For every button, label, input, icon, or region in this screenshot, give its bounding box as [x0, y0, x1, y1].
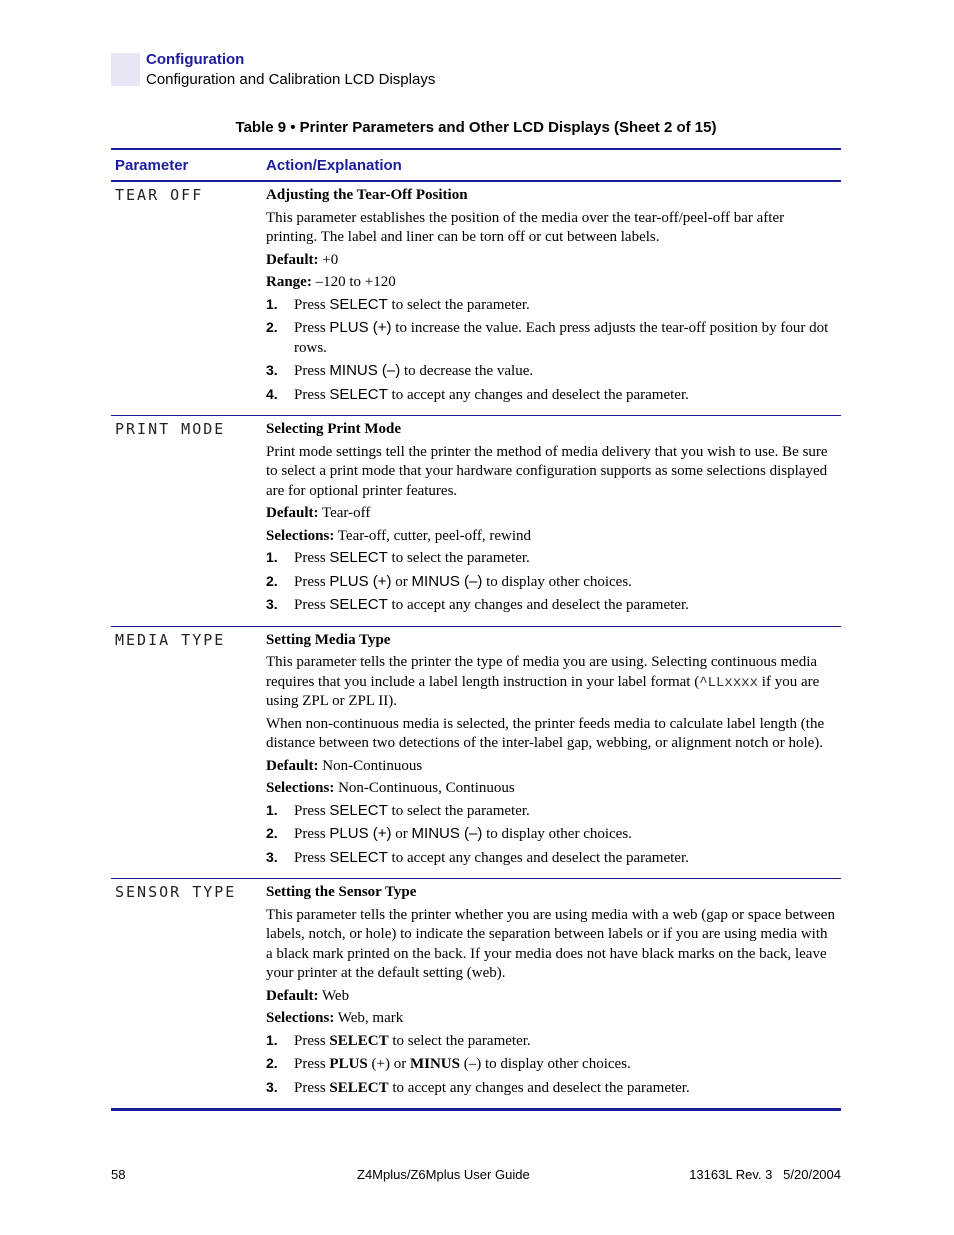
step-number: 2. — [266, 1055, 278, 1071]
key-minus: MINUS (–) — [329, 362, 401, 379]
default-value: Tear-off — [318, 505, 371, 521]
default-line — [266, 251, 837, 271]
step-text: to select the parameter. — [388, 1032, 531, 1049]
parameters-table — [111, 148, 841, 1111]
step-text: or — [391, 826, 412, 842]
default-label: Default: — [266, 505, 319, 521]
step-text: to accept any changes and deselect the parameter. — [388, 1079, 690, 1096]
list-item — [266, 596, 837, 616]
default-label: Default: — [266, 757, 319, 774]
key-plus: PLUS — [329, 1056, 368, 1072]
step-number: 3. — [266, 848, 278, 865]
default-value: +0 — [318, 251, 339, 268]
selections-label: Selections: — [266, 527, 335, 544]
step-text: to decrease the value. — [400, 363, 534, 379]
step-number: 3. — [266, 596, 278, 612]
list-item — [266, 362, 837, 382]
row-title: Setting Media Type — [266, 631, 391, 648]
key-select: SELECT — [329, 1032, 389, 1049]
default-line — [266, 504, 837, 524]
step-text: Press — [294, 320, 330, 336]
description-text: if you are using ZPL or ZPL II). — [266, 673, 820, 709]
table-header-row — [111, 149, 841, 181]
step-text: Press — [294, 1056, 330, 1072]
range-line — [266, 273, 837, 293]
step-number: 2. — [266, 319, 278, 335]
key-plus: PLUS (+) — [329, 825, 392, 842]
steps-list — [266, 1032, 837, 1099]
column-header-action: Action/Explanation — [262, 149, 841, 181]
lcd-display-text: MEDIA TYPE — [111, 626, 262, 879]
table-row — [111, 879, 841, 1110]
list-item — [266, 573, 837, 593]
default-label: Default: — [266, 251, 319, 268]
key-select: SELECT — [329, 295, 388, 313]
footer-revision: 13163L Rev. 3 5/20/2004 — [689, 1167, 841, 1182]
selections-line — [266, 779, 837, 799]
key-select: SELECT — [329, 1079, 389, 1096]
default-label: Default: — [266, 987, 319, 1004]
step-text: Press — [294, 573, 330, 590]
action-cell — [262, 626, 841, 879]
list-item — [266, 802, 837, 822]
zpl-command: ^LLxxxx — [699, 674, 759, 691]
step-text: to accept any changes and deselect the parameter. — [387, 597, 689, 613]
step-number: 3. — [266, 362, 278, 378]
steps-list — [266, 549, 837, 616]
key-plus: PLUS (+) — [329, 572, 392, 590]
row-description: This parameter tells the printer whether you are using media with a web (gap or space between labels, notch, or hole) to indicate the separation between labels or if you are using media with a black mark printed on the back. If your media does not have black marks on the back, leave your printer at the default setting (web). — [266, 906, 835, 981]
list-item — [266, 386, 837, 406]
step-text: Press — [294, 363, 330, 379]
step-text: to accept any changes and deselect the parameter. — [387, 386, 689, 403]
key-select: SELECT — [329, 596, 388, 613]
step-text: (+) or — [367, 1056, 410, 1072]
step-number: 1. — [266, 1031, 278, 1048]
step-text: to accept any changes and deselect the parameter. — [387, 849, 689, 866]
step-text: Press — [294, 386, 330, 403]
step-text: Press — [294, 1079, 330, 1096]
row-title: Adjusting the Tear-Off Position — [266, 187, 468, 203]
row-description-2: When non-continuous media is selected, the printer feeds media to calculate label length (the distance between two detections of the inter-label gap, webbing, or alignment notch or hole). — [266, 715, 825, 751]
table-row — [111, 416, 841, 627]
list-item — [266, 296, 837, 316]
step-text: to display other choices. — [482, 826, 632, 842]
step-text: Press — [294, 597, 330, 613]
selections-value: Web, mark — [334, 1010, 404, 1026]
step-text: to display other choices. — [482, 573, 632, 590]
row-description — [266, 653, 837, 712]
subsection-title: Configuration and Calibration LCD Displays — [146, 71, 436, 88]
step-text: Press — [294, 849, 330, 866]
description-text: This parameter tells the printer the type of media you are using. Selecting continuous media requires that you include a label length instruction in your label format ( — [266, 654, 818, 690]
selections-line — [266, 1009, 837, 1029]
selections-line — [266, 527, 837, 547]
list-item — [266, 549, 837, 569]
column-header-parameter: Parameter — [111, 149, 262, 181]
action-cell — [262, 416, 841, 627]
section-title: Configuration — [146, 51, 245, 68]
default-line — [266, 757, 837, 777]
step-text: or — [391, 573, 412, 590]
step-number: 1. — [266, 549, 278, 565]
step-text: Press — [294, 1032, 330, 1049]
step-text: to increase the value. Each press adjusts the tear-off position by four dot rows. — [294, 320, 829, 356]
range-value: –120 to +120 — [311, 274, 396, 290]
key-select: SELECT — [329, 385, 388, 403]
key-minus: MINUS (–) — [411, 825, 483, 842]
step-number: 1. — [266, 295, 278, 312]
list-item — [266, 1079, 837, 1099]
default-value: Web — [318, 987, 350, 1004]
step-number: 2. — [266, 825, 278, 841]
step-text: Press — [294, 550, 330, 566]
key-select: SELECT — [329, 801, 388, 819]
footer-guide-title: Z4Mplus/Z6Mplus User Guide — [357, 1167, 530, 1182]
header-tab-marker — [111, 53, 140, 86]
row-title: Setting the Sensor Type — [266, 884, 417, 900]
selections-label: Selections: — [266, 1010, 335, 1026]
steps-list — [266, 296, 837, 406]
key-minus: MINUS — [409, 1056, 460, 1072]
action-cell — [262, 879, 841, 1110]
table-row — [111, 626, 841, 879]
step-text: to select the parameter. — [387, 802, 530, 819]
list-item — [266, 1055, 837, 1075]
selections-value: Non-Continuous, Continuous — [334, 780, 515, 796]
row-title: Selecting Print Mode — [266, 421, 401, 437]
step-text: Press — [294, 296, 330, 313]
step-number: 1. — [266, 801, 278, 818]
action-cell — [262, 181, 841, 416]
selections-value: Tear-off, cutter, peel-off, rewind — [334, 527, 532, 544]
default-line — [266, 987, 837, 1007]
row-description: This parameter establishes the position of the media over the tear-off/peel-off bar after printing. The label and liner can be torn off or cut between labels. — [266, 209, 785, 245]
list-item — [266, 825, 837, 845]
table-caption: Table 9 • Printer Parameters and Other LCD Displays (Sheet 2 of 15) — [235, 119, 717, 136]
lcd-display-text: TEAR OFF — [111, 181, 262, 416]
step-text: Press — [294, 826, 330, 842]
page-number: 58 — [111, 1167, 126, 1182]
default-value: Non-Continuous — [318, 757, 423, 774]
list-item — [266, 1032, 837, 1052]
table-row — [111, 181, 841, 416]
step-number: 3. — [266, 1078, 278, 1095]
key-plus: PLUS (+) — [329, 319, 392, 336]
step-text: to select the parameter. — [387, 296, 530, 313]
lcd-display-text: PRINT MODE — [111, 416, 262, 627]
key-select: SELECT — [329, 848, 388, 866]
step-text: Press — [294, 802, 330, 819]
step-number: 2. — [266, 572, 278, 589]
key-minus: MINUS (–) — [411, 572, 483, 590]
key-select: SELECT — [329, 549, 388, 566]
range-label: Range: — [266, 274, 312, 290]
list-item — [266, 319, 837, 358]
lcd-display-text: SENSOR TYPE — [111, 879, 262, 1110]
step-text: (–) to display other choices. — [459, 1056, 631, 1072]
step-text: to select the parameter. — [387, 550, 530, 566]
row-description: Print mode settings tell the printer the method of media delivery that you wish to use. Be sure to select a print mode that your hardware configuration supports as some selections displayed are for optional printer features. — [266, 443, 828, 499]
steps-list — [266, 802, 837, 869]
list-item — [266, 849, 837, 869]
selections-label: Selections: — [266, 780, 335, 796]
step-number: 4. — [266, 385, 278, 402]
